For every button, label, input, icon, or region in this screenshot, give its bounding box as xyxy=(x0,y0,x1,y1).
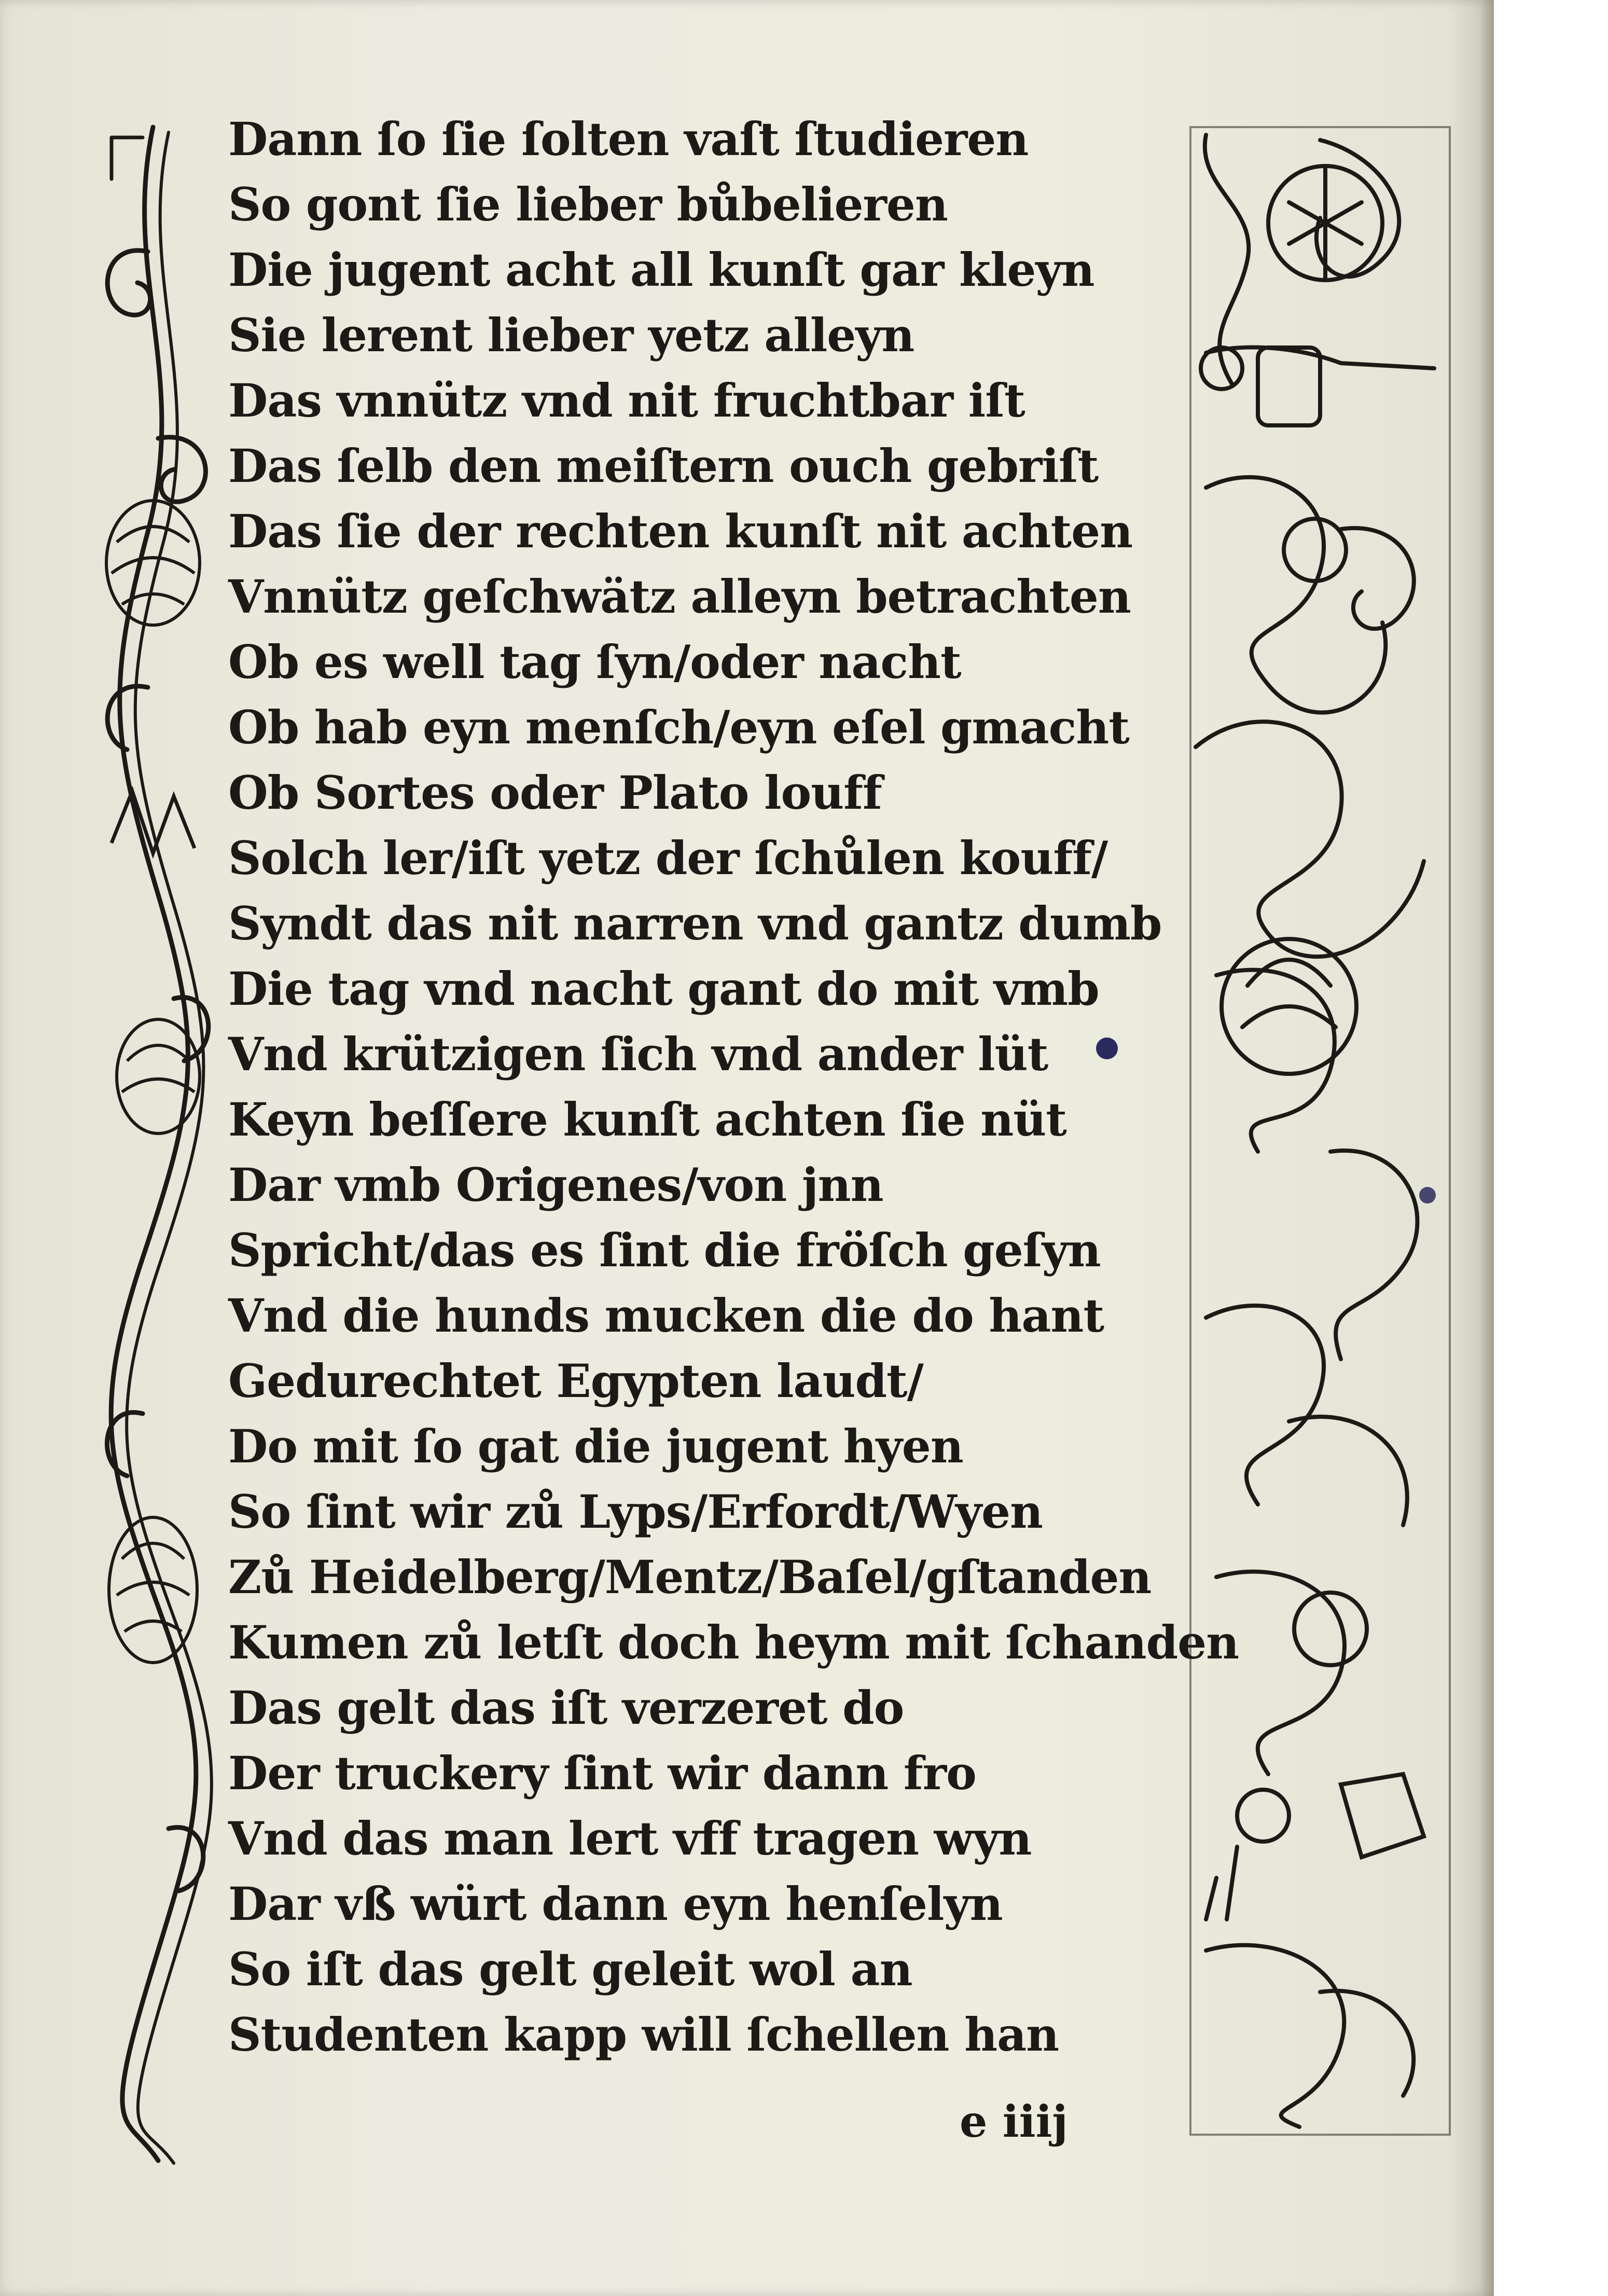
verse-line: Das ſelb den meiſtern ouch gebriſt xyxy=(228,439,1099,493)
left-floral-border xyxy=(80,117,226,2171)
verse-text-block xyxy=(228,106,1239,2067)
verse-line: Vnd krützigen ſich vnd ander lüt xyxy=(228,1027,1048,1081)
verse-line: Dar vmb Origenes/von jnn xyxy=(228,1158,883,1212)
verse-line: Dann ſo ſie ſolten vaſt ſtudieren xyxy=(228,112,1029,166)
ink-stain xyxy=(1096,1038,1118,1059)
verse-line: Vnd die hunds mucken die do hant xyxy=(228,1289,1104,1343)
verse-line: So gont ſie lieber bůbelieren xyxy=(228,177,948,231)
verse-line: Kumen zů letſt doch heym mit ſchanden xyxy=(228,1615,1239,1669)
verse-line: Spricht/das es ſint die fröſch geſyn xyxy=(228,1223,1101,1277)
verse-line: Die jugent acht all kunſt gar kleyn xyxy=(228,243,1094,297)
verse-line: Das vnnütz vnd nit fruchtbar iſt xyxy=(228,374,1025,427)
verse-line: Dar vß würt dann eyn henſelyn xyxy=(228,1877,1003,1931)
verse-line: Keyn beſſere kunſt achten ſie nüt xyxy=(228,1092,1066,1146)
verse-line: Zů Heidelberg/Mentz/Baſel/gſtanden xyxy=(228,1550,1152,1604)
verse-line: Das ſie der rechten kunſt nit achten xyxy=(228,504,1133,558)
verse-line: Vnnütz geſchwätz alleyn betrachten xyxy=(228,570,1131,624)
verse-line: So iſt das gelt geleit wol an xyxy=(228,1942,912,1996)
verse-line: Das gelt das iſt verzeret do xyxy=(228,1681,904,1735)
ink-stain xyxy=(1419,1187,1436,1204)
verse-line: Sie lerent lieber yetz alleyn xyxy=(228,308,914,362)
right-ornamental-border xyxy=(1185,125,1455,2137)
verse-line: Ob hab eyn menſch/eyn eſel gmacht xyxy=(228,700,1129,754)
verse-line: Vnd das man lert vff tragen wyn xyxy=(228,1811,1032,1865)
verse-line: So ſint wir zů Lyps/Erfordt/Wyen xyxy=(228,1485,1043,1539)
verse-line: Studenten kapp will ſchellen han xyxy=(228,2008,1059,2062)
verse-line: Do mit ſo gat die jugent hyen xyxy=(228,1419,963,1473)
verse-line: Solch ler/iſt yetz der ſchůlen kouff/ xyxy=(228,831,1108,885)
verse-line: Der truckery ſint wir dann fro xyxy=(228,1746,976,1800)
verse-line: Ob Sortes oder Plato louff xyxy=(228,766,882,820)
verse-line: Die tag vnd nacht gant do mit vmb xyxy=(228,962,1099,1016)
signature-mark: e iiij xyxy=(960,2096,1068,2147)
verse-line: Gedurechtet Egypten laudt/ xyxy=(228,1354,923,1408)
verse-line: Ob es well tag ſyn/oder nacht xyxy=(228,635,961,689)
verse-line: Syndt das nit narren vnd gantz dumb xyxy=(228,896,1162,950)
